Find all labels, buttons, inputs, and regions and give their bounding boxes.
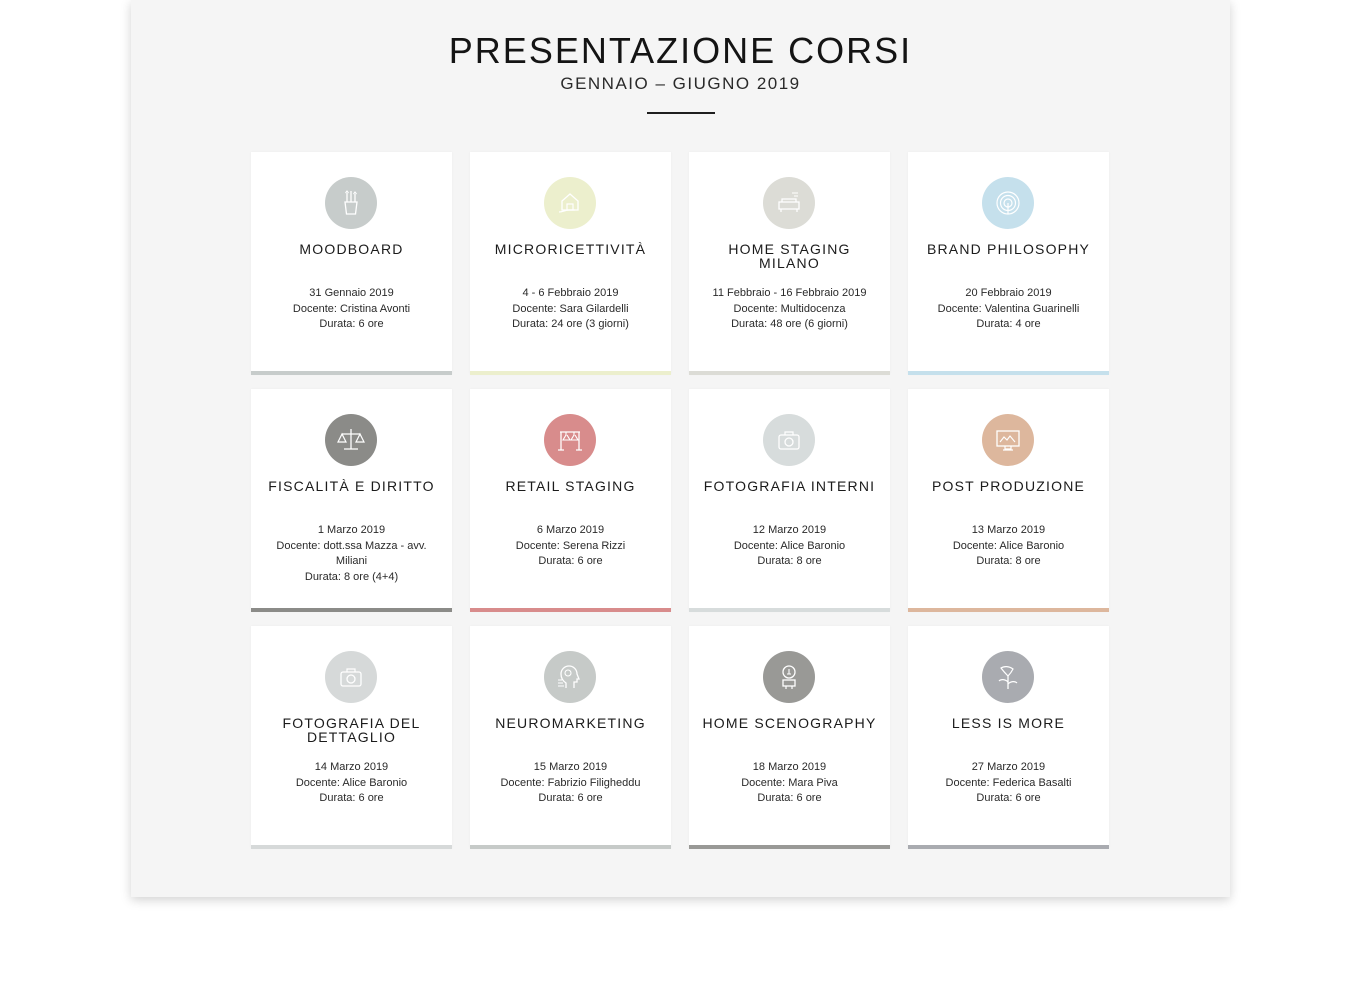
page-subtitle: GENNAIO – GIUGNO 2019 [560, 74, 801, 93]
icon-circle [544, 414, 596, 466]
course-card[interactable] [908, 389, 1109, 611]
pencil-cup-icon [336, 188, 366, 218]
course-docente: Docente: Valentina Guarinelli [937, 302, 1080, 315]
course-durata: Durata: 6 ore [757, 792, 822, 804]
course-title: HOME STAGING MILANO [728, 241, 851, 271]
course-date: 14 Marzo 2019 [314, 761, 389, 773]
course-durata: Durata: 8 ore (4+4) [304, 570, 399, 583]
icon-circle [325, 414, 377, 466]
course-info [480, 523, 661, 570]
course-title: POST PRODUZIONE [931, 478, 1086, 494]
course-card[interactable] [251, 389, 452, 611]
icon-circle [763, 414, 815, 466]
course-date: 6 Marzo 2019 [536, 524, 605, 536]
course-date: 1 Marzo 2019 [317, 524, 386, 536]
course-card[interactable] [908, 152, 1109, 374]
course-docente: Docente: Sara Gilardelli [512, 302, 629, 315]
color-bar [470, 608, 671, 612]
course-date: 11 Febbraio - 16 Febbraio 2019 [712, 287, 867, 299]
course-docente: Docente: Alice Baronio [952, 539, 1065, 552]
course-durata: Durata: 6 ore [319, 318, 384, 330]
color-bar [908, 608, 1109, 612]
color-bar [908, 371, 1109, 375]
course-docente: Docente: Fabrizio Filigheddu [500, 776, 641, 789]
course-docente: Docente: dott.ssa Mazza - avv. Miliani [276, 539, 427, 567]
course-date: 13 Marzo 2019 [971, 524, 1046, 536]
course-durata: Durata: 6 ore [538, 792, 603, 804]
color-bar [251, 845, 452, 849]
course-info [261, 760, 442, 807]
course-durata: Durata: 48 ore (6 giorni) [731, 318, 848, 330]
scales-icon [336, 425, 366, 455]
icon-circle [544, 177, 596, 229]
course-docente: Docente: Multidocenza [733, 302, 846, 315]
fingerprint-icon [993, 188, 1023, 218]
course-docente: Docente: Serena Rizzi [515, 539, 626, 552]
icon-circle [982, 177, 1034, 229]
title-divider [647, 112, 715, 114]
course-durata: Durata: 4 ore [976, 318, 1041, 330]
course-docente: Docente: Mara Piva [741, 776, 838, 789]
course-docente: Docente: Federica Basalti [945, 776, 1072, 789]
course-docente: Docente: Alice Baronio [733, 539, 846, 552]
course-durata: Durata: 6 ore [976, 792, 1041, 804]
course-info [918, 286, 1099, 333]
course-title: RETAIL STAGING [505, 478, 636, 494]
brain-head-icon [555, 662, 585, 692]
icon-circle [544, 651, 596, 703]
color-bar [689, 608, 890, 612]
course-date: 27 Marzo 2019 [971, 761, 1046, 773]
course-title: HOME SCENOGRAPHY [702, 715, 877, 731]
lamp-icon [774, 662, 804, 692]
course-info [480, 286, 661, 333]
camera-icon [336, 662, 366, 692]
color-bar [251, 371, 452, 375]
poster [131, 0, 1230, 897]
color-bar [689, 371, 890, 375]
course-card[interactable] [908, 626, 1109, 848]
course-date: 31 Gennaio 2019 [309, 287, 394, 299]
course-info [918, 523, 1099, 570]
color-bar [689, 845, 890, 849]
course-title: NEUROMARKETING [495, 715, 646, 731]
icon-circle [763, 177, 815, 229]
course-card[interactable] [251, 152, 452, 374]
icon-circle [325, 651, 377, 703]
course-card[interactable] [470, 152, 671, 374]
course-date: 12 Marzo 2019 [752, 524, 827, 536]
monitor-icon [993, 425, 1023, 455]
course-docente: Docente: Alice Baronio [295, 776, 408, 789]
house-hand-icon [555, 188, 585, 218]
course-durata: Durata: 24 ore (3 giorni) [512, 318, 629, 330]
course-info [699, 523, 880, 570]
course-card[interactable] [251, 626, 452, 848]
course-card[interactable] [689, 626, 890, 848]
course-durata: Durata: 6 ore [538, 555, 603, 567]
camera-icon [774, 425, 804, 455]
course-durata: Durata: 6 ore [319, 792, 384, 804]
page-title: PRESENTAZIONE CORSI [448, 30, 913, 71]
sofa-icon [774, 188, 804, 218]
course-card[interactable] [689, 389, 890, 611]
course-durata: Durata: 8 ore [976, 555, 1041, 567]
color-bar [908, 845, 1109, 849]
icon-circle [325, 177, 377, 229]
icon-circle [982, 651, 1034, 703]
course-title: BRAND PHILOSOPHY [926, 241, 1091, 257]
icon-circle [763, 651, 815, 703]
flower-icon [993, 662, 1023, 692]
course-title: LESS IS MORE [951, 715, 1066, 731]
clothes-rack-icon [555, 425, 585, 455]
course-card[interactable] [470, 626, 671, 848]
icon-circle [982, 414, 1034, 466]
course-card[interactable] [470, 389, 671, 611]
course-info [261, 286, 442, 333]
color-bar [470, 371, 671, 375]
course-info [480, 760, 661, 807]
course-info [918, 760, 1099, 807]
course-date: 18 Marzo 2019 [752, 761, 827, 773]
course-info [699, 286, 880, 333]
color-bar [251, 608, 452, 612]
course-title: FISCALITÀ E DIRITTO [268, 478, 435, 494]
course-title: MICRORICETTIVITÀ [494, 241, 647, 257]
color-bar [470, 845, 671, 849]
course-title: FOTOGRAFIA INTERNI [703, 478, 876, 494]
course-card[interactable] [689, 152, 890, 374]
course-grid [251, 152, 1111, 848]
course-durata: Durata: 8 ore [757, 555, 822, 567]
course-date: 20 Febbraio 2019 [965, 287, 1052, 299]
course-info [261, 523, 442, 585]
course-docente: Docente: Cristina Avonti [292, 302, 411, 315]
course-title: MOODBOARD [299, 241, 404, 257]
course-date: 15 Marzo 2019 [533, 761, 608, 773]
course-date: 4 - 6 Febbraio 2019 [522, 287, 619, 299]
course-info [699, 760, 880, 807]
course-title: FOTOGRAFIA DEL DETTAGLIO [282, 715, 421, 745]
